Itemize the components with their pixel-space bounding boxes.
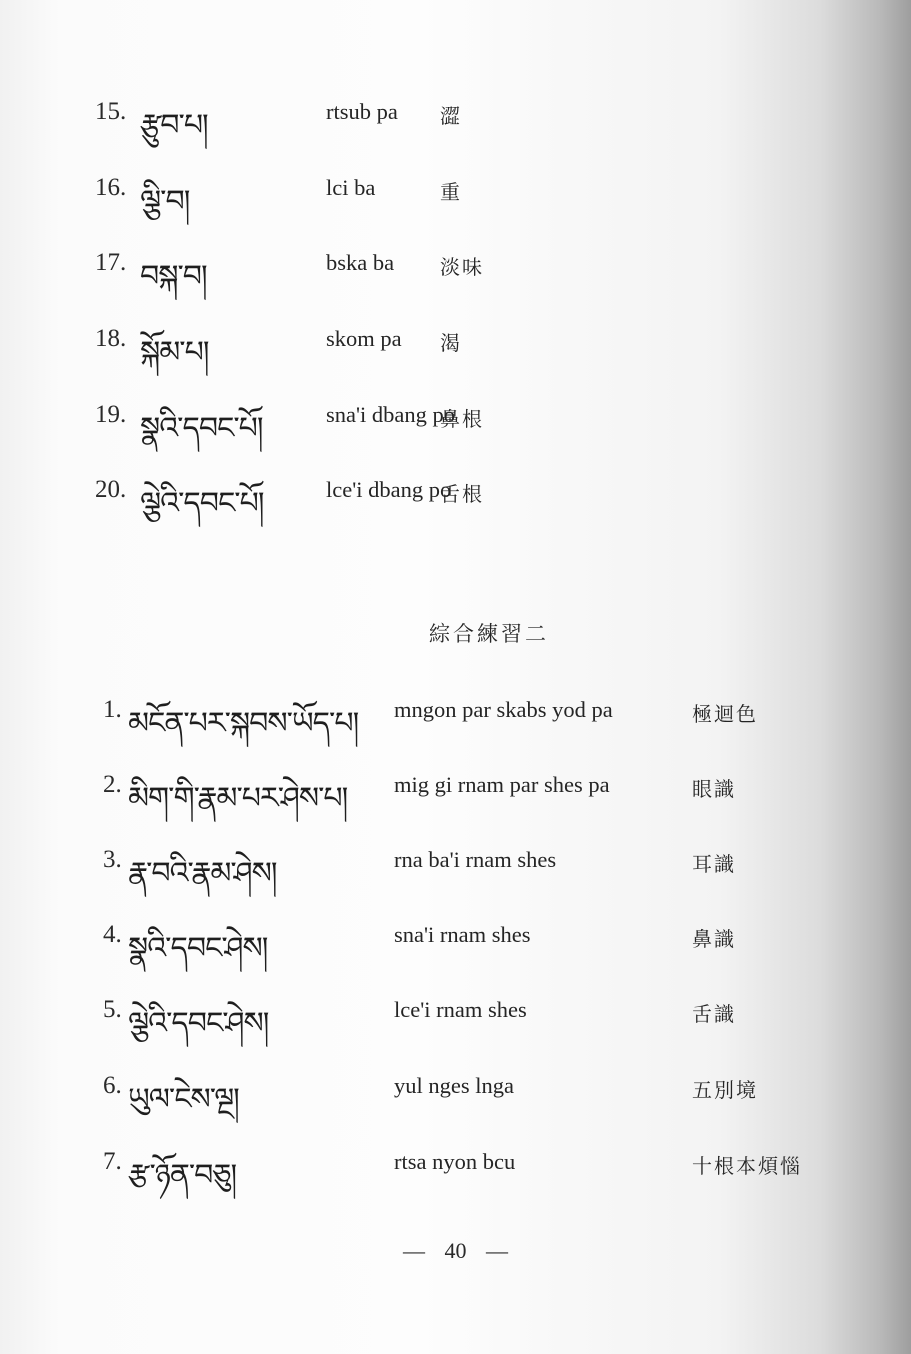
- tibetan-term: སྣའི་དབང་པོ།: [140, 411, 263, 446]
- item-number: 16.: [95, 174, 127, 201]
- chinese-gloss: 鼻識: [692, 927, 736, 951]
- tibetan-term: སྐོམ་པ།: [140, 335, 209, 370]
- item-number: 18.: [95, 325, 127, 352]
- chinese-gloss: 舌根: [440, 482, 484, 506]
- chinese-gloss: 耳識: [692, 852, 736, 876]
- tibetan-term: མངོན་པར་སྐབས་ཡོད་པ།: [128, 706, 359, 741]
- chinese-gloss: 重: [440, 180, 462, 204]
- item-number: 17.: [95, 249, 127, 276]
- exercise-row: [0, 988, 911, 1040]
- chinese-gloss: 渴: [440, 331, 462, 355]
- item-number: 3.: [103, 846, 122, 873]
- romanization: lci ba: [326, 175, 376, 200]
- item-number: 15.: [95, 98, 127, 125]
- item-number: 19.: [95, 401, 127, 428]
- item-number: 1.: [103, 696, 122, 723]
- item-number: 2.: [103, 771, 122, 798]
- vocab-row: [0, 90, 911, 142]
- romanization: mngon par skabs yod pa: [394, 697, 613, 722]
- exercise-row: [0, 763, 911, 815]
- vocab-row: [0, 468, 911, 520]
- vocab-row: [0, 393, 911, 445]
- chinese-gloss: 眼識: [692, 777, 736, 801]
- romanization: sna'i rnam shes: [394, 922, 531, 947]
- exercise-row: [0, 1064, 911, 1116]
- page-number: 40: [444, 1238, 467, 1263]
- tibetan-term: རྩུབ་པ།: [140, 108, 208, 143]
- item-number: 6.: [103, 1072, 122, 1099]
- item-number: 20.: [95, 476, 127, 503]
- romanization: rna ba'i rnam shes: [394, 847, 557, 872]
- romanization: rtsa nyon bcu: [394, 1149, 516, 1174]
- tibetan-term: མིག་གི་རྣམ་པར་ཤེས་པ།: [128, 781, 348, 816]
- chinese-gloss: 淡味: [440, 255, 484, 279]
- exercise-row: [0, 838, 911, 890]
- romanization: lce'i rnam shes: [394, 997, 527, 1022]
- exercise-heading: 綜合練習二: [429, 622, 549, 646]
- tibetan-term: ལྕི་བ།: [140, 184, 190, 219]
- exercise-row: [0, 1140, 911, 1192]
- footer-dash-left: —: [403, 1238, 425, 1263]
- chinese-gloss: 舌識: [692, 1002, 736, 1026]
- vocab-row: [0, 317, 911, 369]
- tibetan-term: ལྕེའི་དབང་ཤེས།: [128, 1006, 269, 1041]
- chinese-gloss: 鼻根: [440, 407, 484, 431]
- chinese-gloss: 極迴色: [692, 702, 758, 726]
- romanization: yul nges lnga: [394, 1073, 514, 1098]
- exercise-row: [0, 688, 911, 740]
- romanization: bska ba: [326, 250, 395, 275]
- item-number: 5.: [103, 996, 122, 1023]
- vocab-row: [0, 166, 911, 218]
- exercise-row: [0, 913, 911, 965]
- tibetan-term: རྩ་ཉོན་བཅུ།: [128, 1158, 237, 1193]
- tibetan-term: རྣ་བའི་རྣམ་ཤེས།: [128, 856, 277, 891]
- page-footer: [0, 1238, 911, 1264]
- footer-dash-right: —: [486, 1238, 508, 1263]
- tibetan-term: སྣའི་དབང་ཤེས།: [128, 931, 268, 966]
- chinese-gloss: 五別境: [692, 1078, 758, 1102]
- chinese-gloss: 十根本煩惱: [692, 1154, 802, 1178]
- tibetan-term: བསྐ་བ།: [140, 259, 207, 294]
- romanization: rtsub pa: [326, 99, 398, 124]
- romanization: lce'i dbang po: [326, 477, 452, 502]
- vocab-row: [0, 241, 911, 293]
- tibetan-term: ལྕེའི་དབང་པོ།: [140, 486, 264, 521]
- item-number: 7.: [103, 1148, 122, 1175]
- item-number: 4.: [103, 921, 122, 948]
- romanization: mig gi rnam par shes pa: [394, 772, 610, 797]
- chinese-gloss: 澀: [440, 104, 462, 128]
- romanization: sna'i dbang po: [326, 402, 456, 427]
- tibetan-term: ཡུལ་ངེས་ལྔ།: [128, 1082, 239, 1117]
- romanization: skom pa: [326, 326, 402, 351]
